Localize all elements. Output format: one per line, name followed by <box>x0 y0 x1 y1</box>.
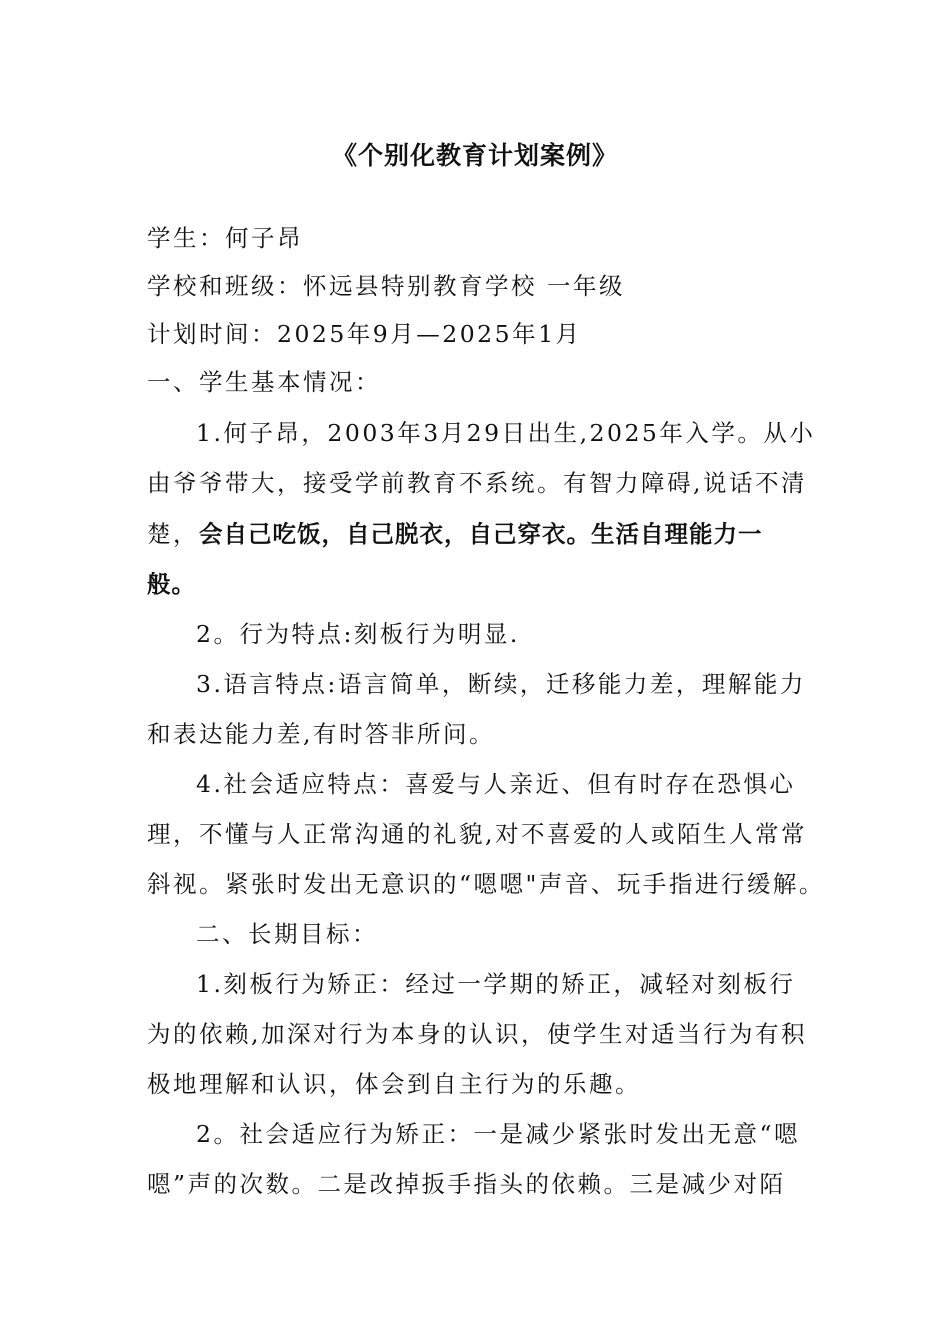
paragraph-line: 和表达能力差,有时答非所问。 <box>147 720 495 748</box>
paragraph-text-plain: 楚， <box>147 520 199 548</box>
paragraph-line: 2。社会适应行为矫正：一是减少紧张时发出无意“嗯 <box>196 1120 800 1148</box>
paragraph-line: 斜视。紧张时发出无意识的“嗯嗯"声音、玩手指进行缓解。 <box>147 870 825 898</box>
paragraph-line: 由爷爷带大，接受学前教育不系统。有智力障碍,说话不清 <box>147 469 807 497</box>
paragraph-line: 嗯”声的次数。二是改掉扳手指头的依赖。三是减少对陌 <box>147 1170 786 1198</box>
paragraph-line: 1.刻板行为矫正：经过一学期的矫正，减轻对刻板行 <box>196 970 796 998</box>
paragraph-line: 理，不懂与人正常沟通的礼貌,对不喜爱的人或陌生人常常 <box>147 820 807 848</box>
school-class-line: 学校和班级：怀远县特别教育学校 一年级 <box>147 272 625 300</box>
paragraph-line: 3.语言特点:语言简单，断续，迁移能力差，理解能力 <box>196 670 806 698</box>
paragraph-line-mixed <box>147 514 763 554</box>
paragraph-line: 2。行为特点:刻板行为明显. <box>196 620 520 648</box>
student-name-line: 学生：何子昂 <box>147 224 303 252</box>
paragraph-line: 1.何子昂，2003年3月29日出生,2025年入学。从小 <box>196 419 816 447</box>
paragraph-line-bold: 般。 <box>147 570 196 598</box>
paragraph-line: 4.社会适应特点：喜爱与人亲近、但有时存在恐惧心 <box>196 770 796 798</box>
paragraph-line: 极地理解和认识，体会到自主行为的乐趣。 <box>147 1070 641 1098</box>
document-title: 《个别化教育计划案例》 <box>331 141 618 170</box>
plan-period-line: 计划时间：2025年9月—2025年1月 <box>147 320 582 348</box>
section-heading-long-term-goals: 二、长期目标： <box>196 920 378 948</box>
paragraph-text-bold: 会自己吃饭，自己脱衣，自己穿衣。生活自理能力一 <box>199 520 763 548</box>
paragraph-line: 为的依赖,加深对行为本身的认识，使学生对适当行为有积 <box>147 1020 807 1048</box>
section-heading-basic-info: 一、学生基本情况： <box>147 368 381 396</box>
